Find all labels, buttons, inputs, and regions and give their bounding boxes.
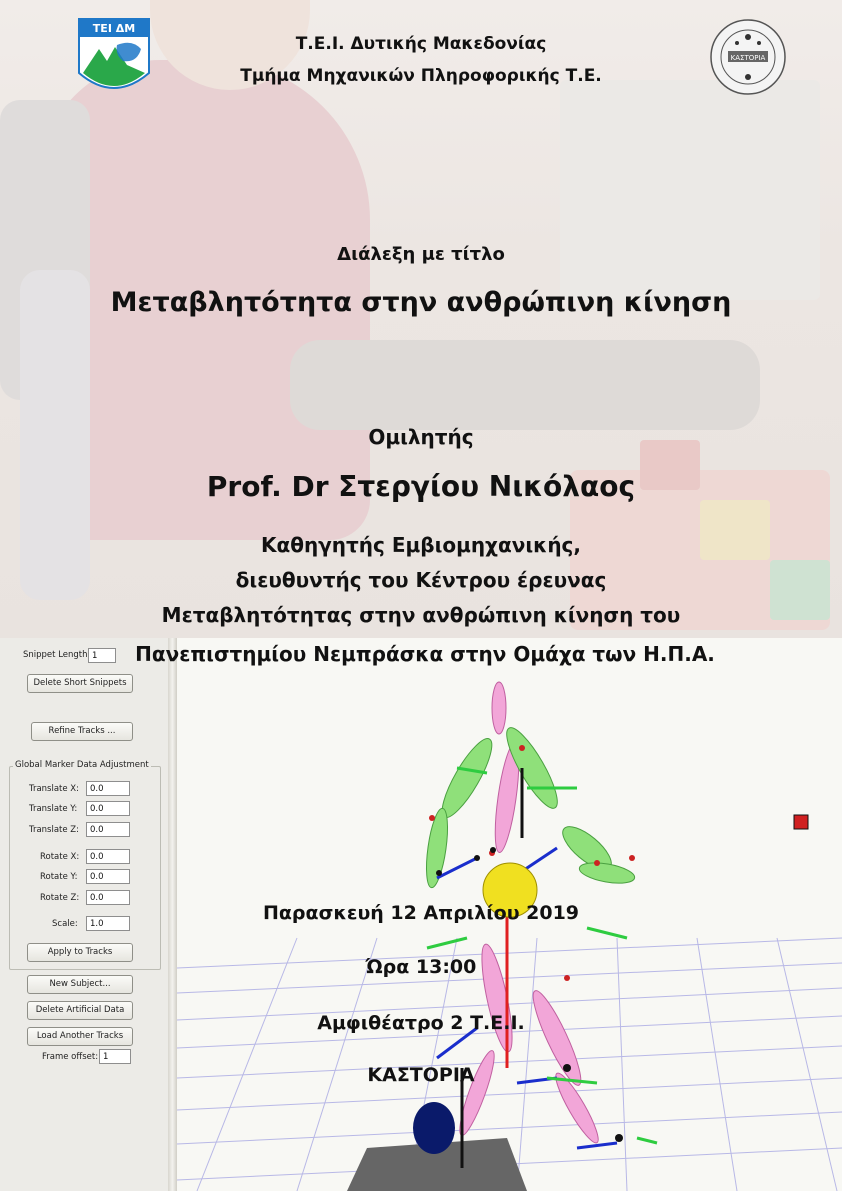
- apply-to-tracks-button[interactable]: Apply to Tracks: [27, 943, 133, 962]
- lecture-title: Μεταβλητότητα στην ανθρώπινη κίνηση: [110, 287, 732, 318]
- foot-sphere: [413, 1102, 455, 1154]
- rotate-x-label: Rotate X:: [40, 852, 80, 862]
- translate-y-input[interactable]: 0.0: [86, 801, 130, 816]
- speaker-bio-line3: Μεταβλητότητας στην ανθρώπινη κίνηση του: [161, 603, 681, 627]
- snippet-length-label: Snippet Length: [23, 650, 88, 660]
- speaker-bio-line4: Πανεπιστημίου Νεμπράσκα στην Ομάχα των Η.Π.Α.: [135, 642, 715, 666]
- department-logo-text: ΚΑΣΤΟΡΙΑ: [730, 54, 766, 62]
- translate-z-input[interactable]: 0.0: [86, 822, 130, 837]
- rotate-z-label: Rotate Z:: [40, 893, 80, 903]
- rotate-y-label: Rotate Y:: [40, 872, 78, 882]
- speaker-bio-line1: Καθηγητής Εμβιομηχανικής,: [260, 533, 582, 557]
- scale-label: Scale:: [52, 919, 78, 929]
- rotate-z-input[interactable]: 0.0: [86, 890, 130, 905]
- delete-short-snippets-button[interactable]: Delete Short Snippets: [27, 674, 133, 693]
- department-name: Τμήμα Μηχανικών Πληροφορικής Τ.Ε.: [240, 66, 602, 86]
- skeleton-green-segments: [423, 722, 637, 889]
- snippet-length-input[interactable]: 1: [88, 648, 116, 663]
- event-date: Παρασκευή 12 Απριλίου 2019: [262, 902, 580, 924]
- load-another-tracks-button[interactable]: Load Another Tracks: [27, 1027, 133, 1046]
- institution-name: Τ.Ε.Ι. Δυτικής Μακεδονίας: [295, 34, 547, 54]
- rotate-y-input[interactable]: 0.0: [86, 869, 130, 884]
- stray-marker: [794, 815, 808, 829]
- frame-offset-label: Frame offset:: [42, 1052, 99, 1062]
- scale-input[interactable]: 1.0: [86, 916, 130, 931]
- lecture-intro: Διάλεξη με τίτλο: [337, 244, 505, 265]
- frame-offset-input[interactable]: 1: [99, 1049, 131, 1064]
- new-subject-button[interactable]: New Subject...: [27, 975, 133, 994]
- tei-logo-text: ΤΕΙ ΔΜ: [92, 22, 136, 35]
- refine-tracks-button[interactable]: Refine Tracks ...: [31, 722, 133, 741]
- lab-cabinet-shape: [560, 80, 820, 300]
- translate-x-input[interactable]: 0.0: [86, 781, 130, 796]
- translate-y-label: Translate Y:: [29, 804, 78, 814]
- speaker-name: Prof. Dr Στεργίου Νικόλαος: [206, 470, 636, 503]
- translate-z-label: Translate Z:: [29, 825, 79, 835]
- robot-arm-shape: [290, 340, 760, 430]
- rotate-x-input[interactable]: 0.0: [86, 849, 130, 864]
- translate-x-label: Translate X:: [29, 784, 79, 794]
- speaker-bio-line2: διευθυντής του Κέντρου έρευνας: [235, 568, 607, 592]
- speaker-label: Ομιλητής: [368, 425, 474, 449]
- event-city: ΚΑΣΤΟΡΙΑ: [367, 1064, 475, 1086]
- global-marker-group: [9, 766, 161, 970]
- event-time: Ώρα 13:00: [365, 956, 477, 978]
- global-marker-group-title: Global Marker Data Adjustment: [15, 760, 149, 770]
- event-venue: Αμφιθέατρο 2 Τ.Ε.Ι.: [317, 1012, 525, 1034]
- delete-artificial-data-button[interactable]: Delete Artificial Data: [27, 1001, 133, 1020]
